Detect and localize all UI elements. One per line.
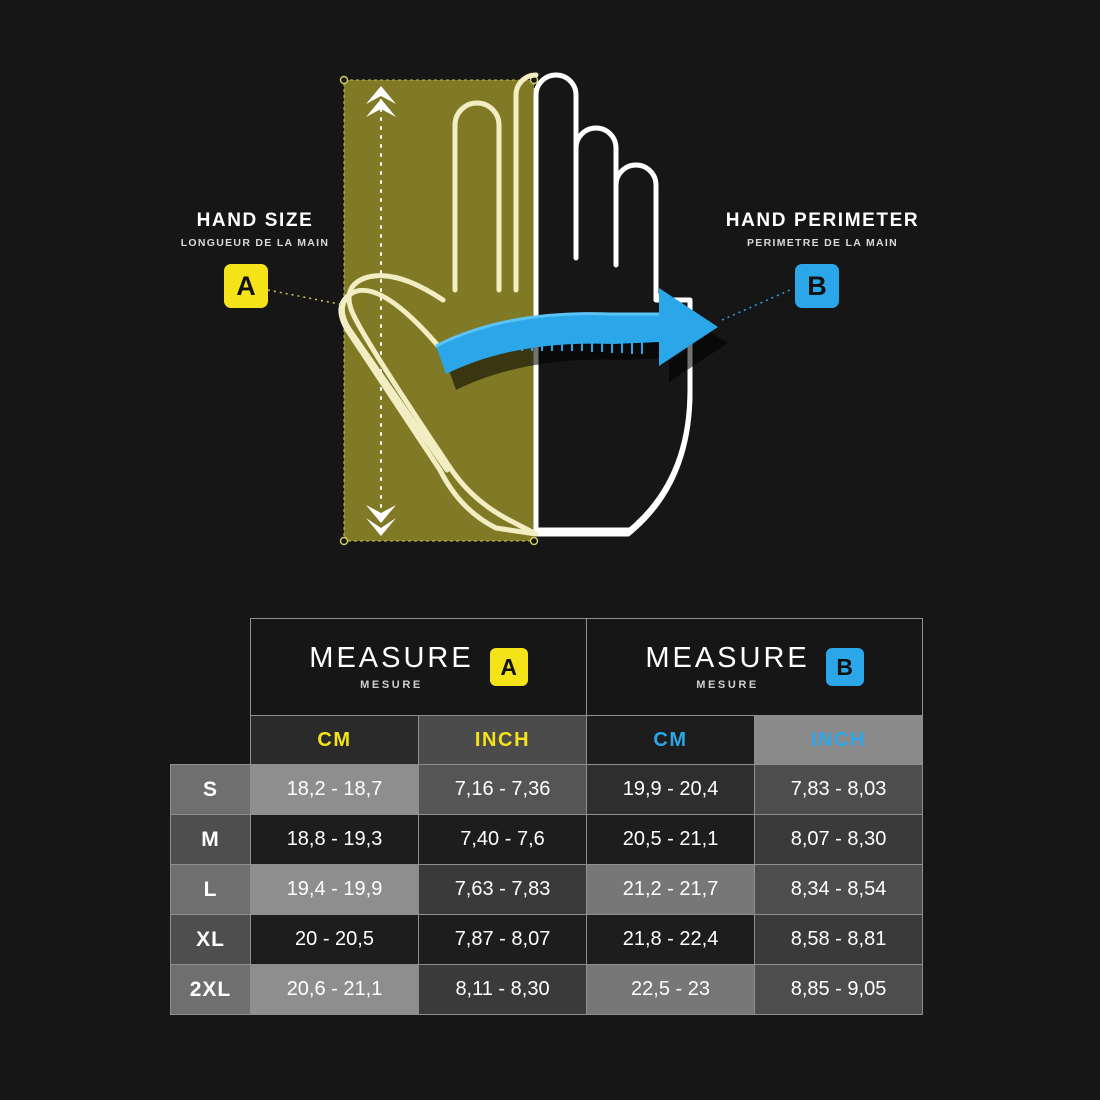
hand-size-label	[130, 210, 380, 249]
hand-size-title: HAND SIZE	[196, 210, 314, 231]
row-a-cm: 20,6 - 21,1	[251, 965, 419, 1015]
table-unit-row	[171, 716, 923, 765]
hand-perimeter-title: HAND PERIMETER	[725, 210, 920, 231]
badge-b: B	[795, 264, 839, 308]
row-b-cm: 21,8 - 22,4	[587, 915, 755, 965]
row-a-inch: 7,63 - 7,83	[419, 865, 587, 915]
unit-a-inch: INCH	[419, 716, 587, 765]
row-b-cm: 21,2 - 21,7	[587, 865, 755, 915]
header-measure-b	[587, 619, 923, 716]
table-row	[171, 865, 923, 915]
row-a-cm: 19,4 - 19,9	[251, 865, 419, 915]
row-a-cm: 18,8 - 19,3	[251, 815, 419, 865]
row-b-inch: 8,85 - 9,05	[755, 965, 923, 1015]
header-badge-a: A	[490, 648, 528, 686]
hand-perimeter-label	[695, 210, 950, 249]
header-b-sub: MESURE	[696, 678, 759, 691]
badge-a: A	[224, 264, 268, 308]
row-size: XL	[171, 915, 251, 965]
row-size: M	[171, 815, 251, 865]
row-b-cm: 22,5 - 23	[587, 965, 755, 1015]
row-b-inch: 8,58 - 8,81	[755, 915, 923, 965]
corner-blank-2	[171, 716, 251, 765]
header-a-sub: MESURE	[360, 678, 423, 691]
table-row	[171, 965, 923, 1015]
hand-size-subtitle: LONGUEUR DE LA MAIN	[180, 237, 330, 249]
table-row	[171, 915, 923, 965]
row-size: L	[171, 865, 251, 915]
header-measure-a	[251, 619, 587, 716]
row-size: S	[171, 765, 251, 815]
header-a-main: MEASURE	[309, 641, 474, 674]
row-b-inch: 8,34 - 8,54	[755, 865, 923, 915]
header-badge-b: B	[826, 648, 864, 686]
size-table	[170, 618, 923, 1015]
leader-line-a	[268, 290, 344, 305]
corner-blank	[171, 619, 251, 716]
row-a-inch: 7,40 - 7,6	[419, 815, 587, 865]
row-b-inch: 8,07 - 8,30	[755, 815, 923, 865]
row-b-cm: 20,5 - 21,1	[587, 815, 755, 865]
band-handle-bl	[341, 538, 348, 545]
unit-b-inch: INCH	[755, 716, 923, 765]
row-a-cm: 18,2 - 18,7	[251, 765, 419, 815]
unit-a-cm: CM	[251, 716, 419, 765]
row-b-inch: 7,83 - 8,03	[755, 765, 923, 815]
row-a-cm: 20 - 20,5	[251, 915, 419, 965]
header-b-main: MEASURE	[645, 641, 810, 674]
size-table-wrapper	[170, 618, 922, 1015]
table-header-row	[171, 619, 923, 716]
unit-b-cm: CM	[587, 716, 755, 765]
leader-line-b	[722, 290, 790, 320]
row-a-inch: 7,16 - 7,36	[419, 765, 587, 815]
row-a-inch: 8,11 - 8,30	[419, 965, 587, 1015]
hand-perimeter-subtitle: PERIMETRE DE LA MAIN	[746, 237, 899, 249]
table-row	[171, 815, 923, 865]
row-size: 2XL	[171, 965, 251, 1015]
band-handle-br	[531, 538, 538, 545]
band-handle-tl	[341, 77, 348, 84]
row-b-cm: 19,9 - 20,4	[587, 765, 755, 815]
table-row	[171, 765, 923, 815]
row-a-inch: 7,87 - 8,07	[419, 915, 587, 965]
